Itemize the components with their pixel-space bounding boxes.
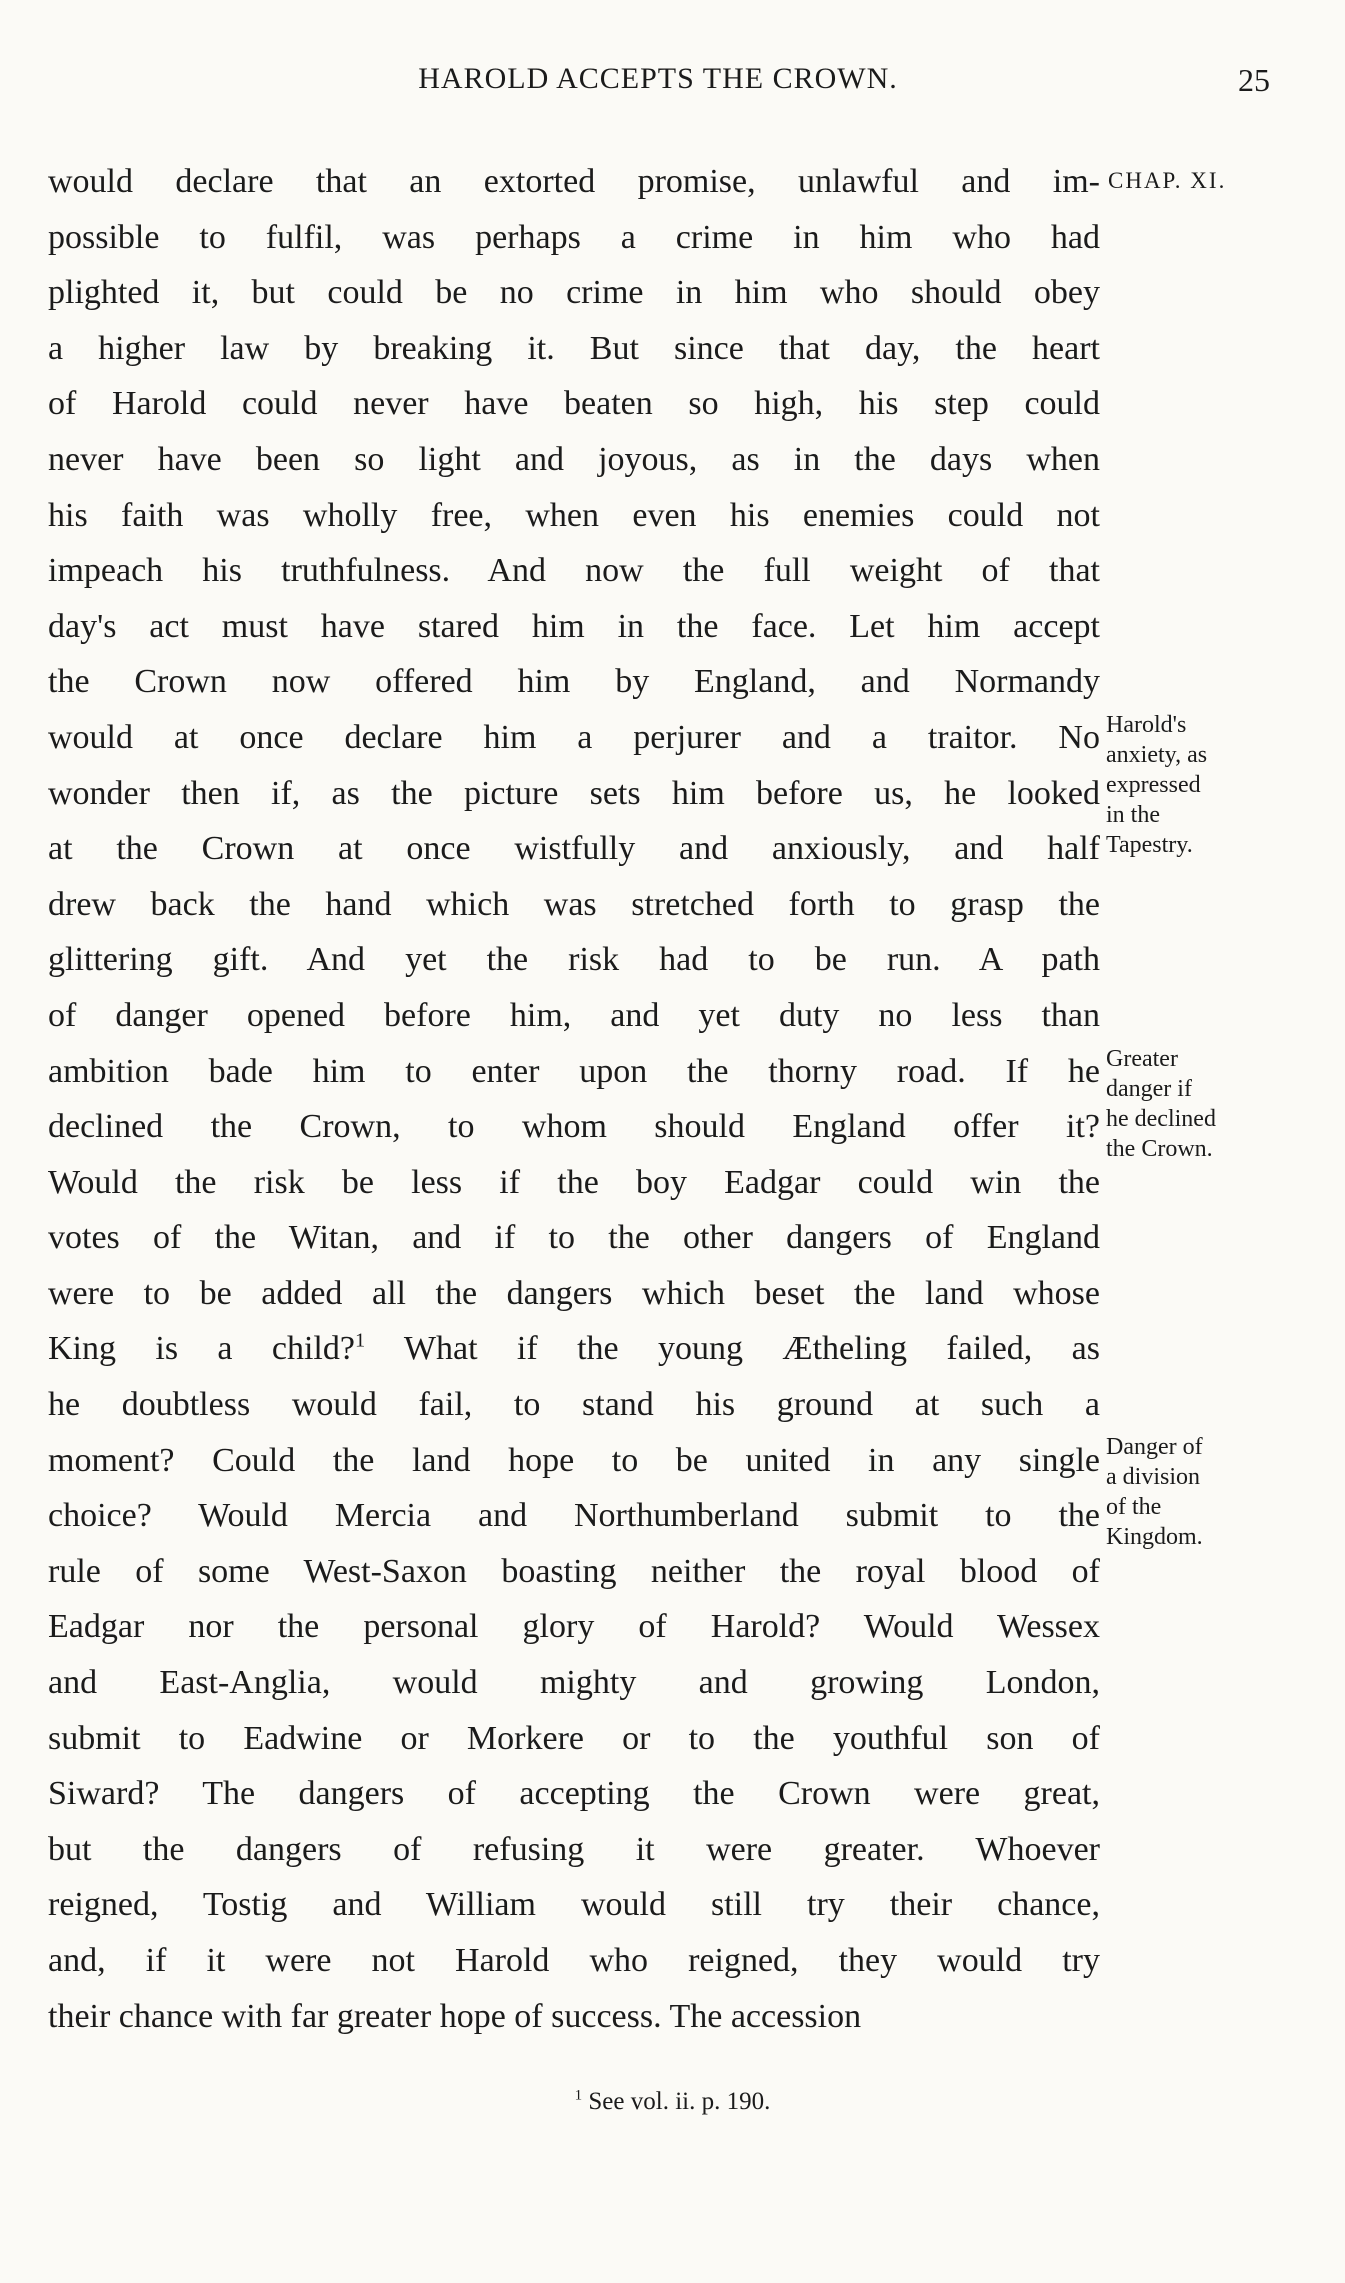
margin-note-line: Kingdom.	[1106, 1524, 1203, 1550]
text-line: impeach his truthfulness. And now the full weight of that	[48, 552, 1100, 590]
footnote-mark: 1	[574, 2087, 583, 2104]
footnote-text: See vol. ii. p. 190.	[582, 2088, 771, 2115]
margin-note-line: a division	[1106, 1464, 1200, 1490]
text-line: Would the risk be less if the boy Eadgar could win the	[48, 1163, 1100, 1201]
line-start: King is a child?	[48, 1330, 355, 1368]
margin-note-line: of the	[1106, 1494, 1162, 1520]
text-line: Eadgar nor the personal glory of Harold? Would Wessex	[48, 1608, 1100, 1646]
margin-note-greater-danger	[1106, 1044, 1306, 1164]
margin-note-line: anxiety, as	[1106, 742, 1208, 768]
margin-note-line: Harold's	[1106, 712, 1187, 738]
running-head: HAROLD ACCEPTS THE CROWN.	[418, 62, 898, 95]
margin-note-line: he declined	[1106, 1106, 1216, 1132]
margin-note-harolds-anxiety	[1106, 710, 1306, 860]
text-line: he doubtless would fail, to stand his ground at such a	[48, 1386, 1100, 1424]
text-line: possible to fulfil, was perhaps a crime in him who had	[48, 218, 1100, 256]
text-line: but the dangers of refusing it were greater. Whoever	[48, 1830, 1100, 1868]
footnote-ref: 1	[354, 1330, 366, 1353]
text-line: would declare that an extorted promise, unlawful and im-	[48, 163, 1100, 200]
text-line: plighted it, but could be no crime in him who should obey	[48, 274, 1100, 312]
text-line: of Harold could never have beaten so high, his step could	[48, 385, 1100, 423]
text-line-footnote-ref	[48, 1321, 1100, 1377]
text-line: Siward? The dangers of accepting the Crown were great,	[48, 1775, 1100, 1813]
page-number: 25	[1238, 62, 1270, 98]
text-line: at the Crown at once wistfully and anxiously, and half	[48, 830, 1100, 868]
footnote	[0, 2088, 1345, 2116]
text-line: their chance with far greater hope of success. The accession	[48, 1997, 862, 2035]
text-line: choice? Would Mercia and Northumberland submit to the	[48, 1497, 1100, 1535]
text-line: his faith was wholly free, when even his enemies could not	[48, 496, 1100, 534]
text-line: were to be added all the dangers which beset the land whose	[48, 1274, 1100, 1312]
text-line: reigned, Tostig and William would still try their chance,	[48, 1886, 1100, 1924]
text-line: moment? Could the land hope to be united in any single	[48, 1441, 1100, 1479]
text-line: a higher law by breaking it. But since that day, the heart	[48, 329, 1100, 367]
text-line: never have been so light and joyous, as in the days when	[48, 440, 1100, 478]
page-header	[48, 62, 1268, 112]
text-line: rule of some West-Saxon boasting neither the royal blood of	[48, 1552, 1100, 1590]
text-line: and East-Anglia, would mighty and growing London,	[48, 1664, 1100, 1702]
text-line: and, if it were not Harold who reigned, they would try	[48, 1942, 1100, 1979]
line-rest: What if the young Ætheling failed, as	[365, 1330, 1100, 1368]
chapter-label: CHAP. XI.	[1108, 168, 1227, 193]
text-line: wonder then if, as the picture sets him before us, he looked	[48, 774, 1100, 812]
margin-note-line: danger if	[1106, 1076, 1192, 1102]
text-line: declined the Crown, to whom should England offer it?	[48, 1108, 1100, 1146]
margin-note-line: Tapestry.	[1106, 832, 1193, 858]
text-line: ambition bade him to enter upon the thorny road. If he	[48, 1052, 1100, 1090]
text-line: would at once declare him a perjurer and a traitor. No	[48, 718, 1100, 756]
body-text	[48, 154, 1100, 2044]
margin-note-line: Greater	[1106, 1046, 1178, 1072]
margin-note-line: Danger of	[1106, 1434, 1203, 1460]
text-line: day's act must have stared him in the face. Let him accept	[48, 607, 1100, 645]
margin-note-line: the Crown.	[1106, 1136, 1213, 1162]
text-line: of danger opened before him, and yet duty no less than	[48, 996, 1100, 1034]
text-line: votes of the Witan, and if to the other dangers of England	[48, 1219, 1100, 1257]
text-line: drew back the hand which was stretched forth to grasp the	[48, 885, 1100, 923]
margin-note-line: expressed	[1106, 772, 1201, 798]
text-line: the Crown now offered him by England, and Normandy	[48, 663, 1100, 701]
margin-note-danger-of-division	[1106, 1432, 1306, 1552]
text-line: glittering gift. And yet the risk had to be run. A path	[48, 941, 1100, 979]
margin-note-line: in the	[1106, 802, 1160, 828]
text-line: submit to Eadwine or Morkere or to the youthful son of	[48, 1719, 1100, 1757]
